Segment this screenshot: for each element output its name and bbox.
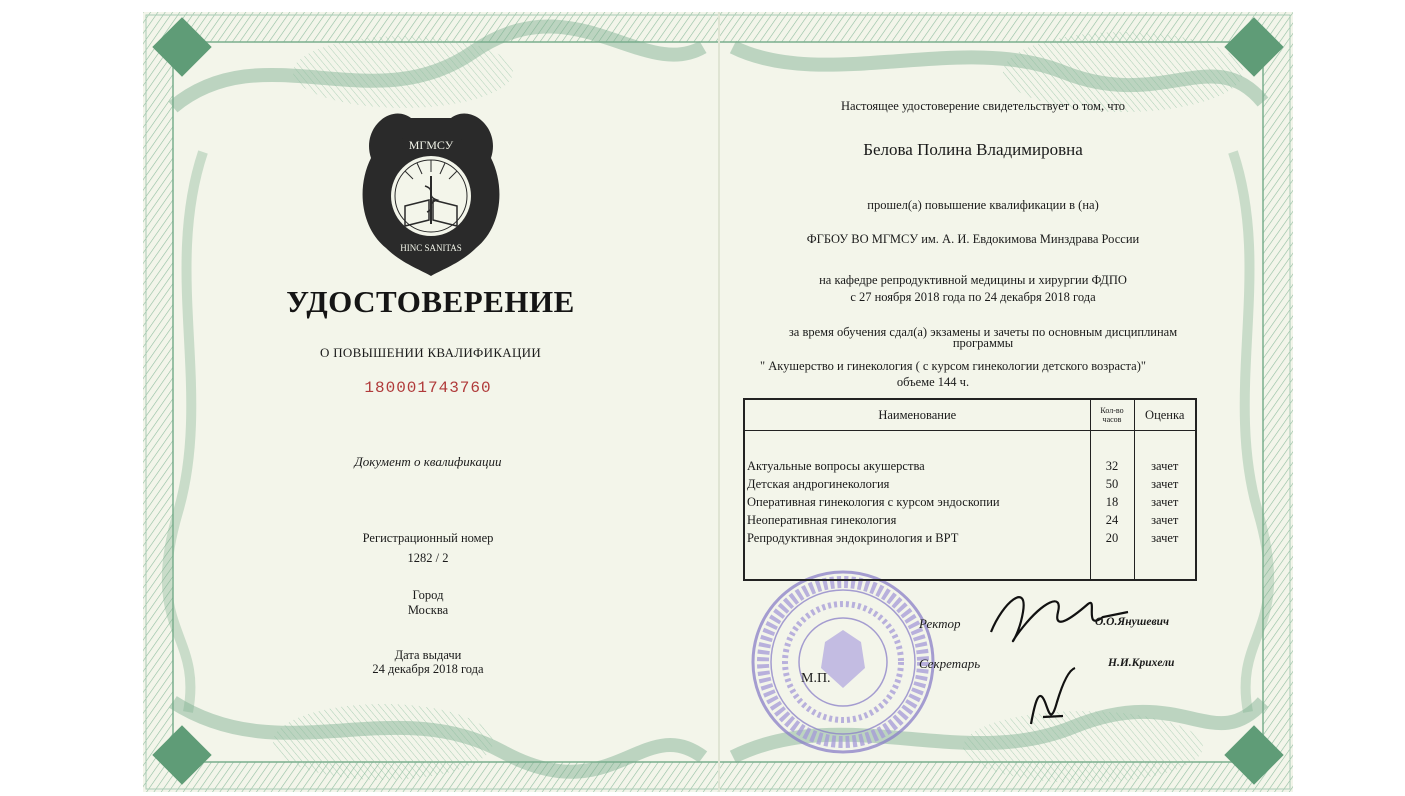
course-name: Оперативная гинекология с курсом эндоскопии: [747, 495, 1000, 509]
secretary-signature-icon: [1031, 668, 1075, 724]
course-hours: 20: [1105, 531, 1119, 545]
issue-date: 24 декабря 2018 года: [372, 662, 484, 676]
course-grade: зачет: [1151, 513, 1179, 527]
secretary-label: Секретарь: [919, 656, 981, 671]
program-name: " Акушерство и гинекология ( с курсом гинекологии детского возраста)": [760, 359, 1146, 373]
program-volume: объеме 144 ч.: [896, 375, 970, 389]
registration-number: 1282 / 2: [407, 551, 449, 565]
document-type: Документ о квалификации: [354, 454, 502, 469]
course-name: Неоперативная гинекология: [747, 513, 897, 527]
emblem-top-text: МГМСУ: [408, 138, 454, 152]
header-name: Наименование: [744, 399, 1090, 431]
institution-name: ФГБОУ ВО МГМСУ им. А. И. Евдокимова Минздрава России: [806, 232, 1140, 246]
stamp-label: М.П.: [801, 671, 831, 686]
course-name: Детская андрогинекология: [747, 477, 890, 491]
course-grade: зачет: [1151, 459, 1179, 473]
table-body: [744, 431, 1196, 581]
secretary-name: Н.И.Крихели: [1108, 657, 1175, 669]
course-grade: зачет: [1151, 477, 1179, 491]
intro-text: Настоящее удостоверение свидетельствует о том, что: [840, 99, 1126, 113]
certificate-title: УДОСТОВЕРЕНИЕ: [286, 284, 575, 319]
training-period: с 27 ноября 2018 года по 24 декабря 2018 года: [850, 290, 1096, 304]
course-grade: зачет: [1151, 495, 1179, 509]
city-label: Город: [412, 588, 444, 602]
courses-table: [743, 398, 1197, 581]
stamp-seal-icon: [753, 572, 933, 752]
course-name: Актуальные вопросы акушерства: [747, 459, 925, 473]
course-hours: 50: [1105, 477, 1119, 491]
course-hours: 32: [1105, 459, 1119, 473]
courses-table-header: [744, 399, 1196, 431]
rector-name: О.О.Янушевич: [1095, 616, 1170, 628]
course-name: Репродуктивная эндокринология и ВРТ: [747, 531, 959, 545]
course-grade: зачет: [1151, 531, 1179, 545]
certificate-subtitle: О ПОВЫШЕНИИ КВАЛИФИКАЦИИ: [319, 345, 542, 360]
exams-text-line1: за время обучения сдал(а) экзамены и зачеты по основным дисциплинам: [788, 325, 1178, 339]
serial-number: 180001743760: [364, 379, 492, 397]
department-name: на кафедре репродуктивной медицины и хирургии ФДПО: [819, 273, 1127, 287]
certificate-document: [143, 12, 1293, 792]
city-value: Москва: [407, 603, 449, 617]
issue-date-label: Дата выдачи: [394, 648, 462, 662]
header-hours: Кол-во часов: [1090, 399, 1134, 431]
exams-text-line2: программы: [952, 336, 1014, 350]
header-grade: Оценка: [1134, 399, 1196, 431]
course-hours: 18: [1105, 495, 1119, 509]
holder-full-name: Белова Полина Владимировна: [863, 140, 1083, 159]
completed-text: прошел(а) повышение квалификации в (на): [867, 198, 1099, 212]
registration-label: Регистрационный номер: [362, 531, 494, 545]
emblem-motto: HINC SANITAS: [400, 243, 462, 253]
rector-label: Ректор: [919, 616, 961, 631]
course-hours: 24: [1105, 513, 1119, 527]
book-caduceus-emblem-icon: [363, 114, 500, 276]
